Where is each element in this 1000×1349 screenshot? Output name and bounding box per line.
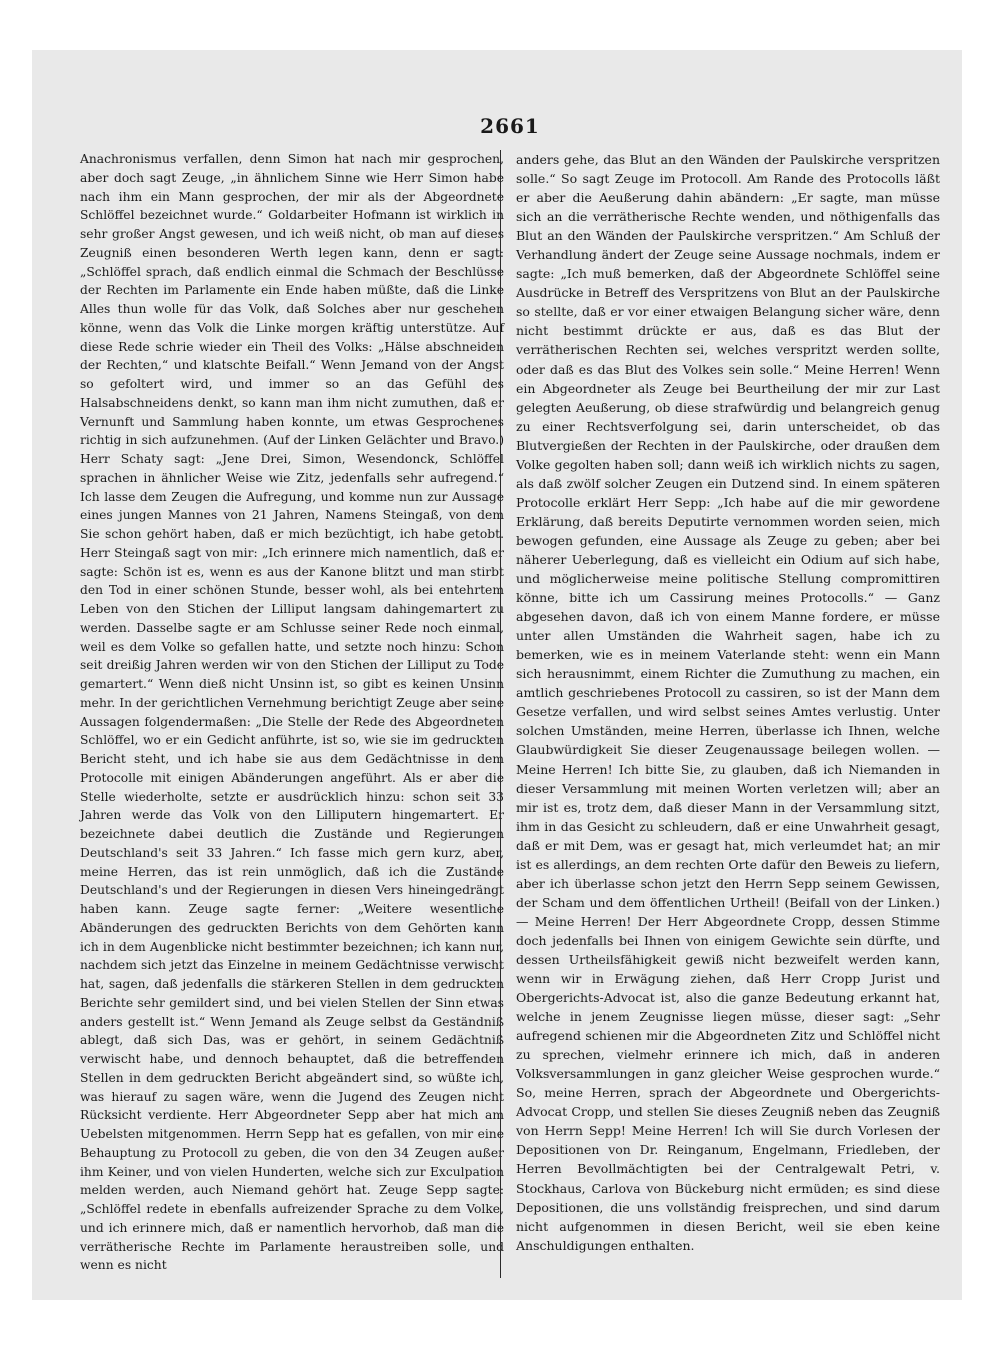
column-right-text: anders gehe, das Blut an den Wänden der Paulskirche verspritzen solle.“ So sagt Zeuge im Protocoll. Am Rande des Protocolls läßt er aber die Aeußerung dahin abändern: „Er sagte, man müsse sich an die verrätherische Rechte wenden, und nöthigenfalls das Blut an den Wänden der Paulskirche verspritzen.“ Am Schluß der Verhandlung ändert der Zeuge seine Aussage nochmals, indem er sagte: „Ich muß bemerken, daß der Abgeordnete Schlöffel seine Ausdrücke in Betreff des Verspritzens von Blut an der Paulskirche so stellte, daß er vor einer etwaigen Belangung sicher wäre, denn nicht bestimmt drückte er aus, daß es das Blut der verrätherischen Rechten sei, welches verspritzt werden sollte, oder daß es das Blut des Volkes sein solle.“ Meine Herren! Wenn ein Abgeordneter als Zeuge bei Beurtheilung der mir zur Last gelegten Aeußerung, ob diese strafwürdig und belangreich genug zu einer Rechtsverfolgung sei, darin unterscheidet, ob das Blutvergießen der Rechten in der Paulskirche, oder draußen dem Volke gegolten haben soll; dann weiß ich wirklich nichts zu sagen, als daß zwölf solcher Zeugen ein Dutzend sind. In einem späteren Protocolle erklärt Herr Sepp: „Ich habe auf die mir gewordene Erklärung, daß bereits Deputirte vernommen worden seien, mich bewogen gefunden, eine Aussage als Zeuge zu geben; aber bei näherer Ueberlegung, daß es vielleicht ein Odium auf sich habe, und möglicherweise meine politische Stellung compromittiren könne, bitte ich um Cassirung meines Protocolls.“ — Ganz abgesehen davon, daß ich von einem Manne fordere, er müsse unter allen Umständen die Wahrheit sagen, habe ich zu bemerken, wie es in meinem Vaterlande steht: wenn ein Mann sich herausnimmt, einem Richter die Zumuthung zu machen, ein amtlich geschriebenes Protocoll zu cassiren, so ist der Mann dem Gesetze verfallen, und wird selbst seines Amtes verlustig. Unter solchen Umständen, meine Herren, überlasse ich Ihnen, welche Glaubwürdigkeit Sie dieser Zeugenaussage beilegen wollen. — Meine Herren! Ich bitte Sie, zu glauben, daß ich Niemanden in dieser Versammlung mit meinen Worten verletzen will; aber an mir ist es, trotz dem, daß dieser Mann in der Versammlung sitzt, ihm in das Gesicht zu schleudern, daß er eine Unwahrheit gesagt, daß er mit Dem, was er gesagt hat, mich verleumdet hat; an mir ist es allerdings, an dem rechten Orte dafür den Beweis zu liefern, aber ich überlasse schon jetzt den Herrn Sepp seinem Gewissen, der Scham und dem öffentlichen Urtheil! (Beifall von der Linken.) — Meine Herren! Der Herr Abgeordnete Cropp, dessen Stimme doch jedenfalls bei Ihnen von einigem Gewichte sein dürfte, und dessen Urtheilsfähigkeit gewiß nicht bezweifelt werden kann, wenn wir in Erwägung ziehen, daß Herr Cropp Jurist und Obergerichts-Advocat ist, also die ganze Bedeutung erkannt hat, welche in jenem Zeugnisse liegen müsse, dieser sagt: „Sehr aufregend schienen mir die Abgeordneten Zitz und Schlöffel nicht zu sprechen, vielmehr erinnere ich mich, daß in anderen Volksversammlungen in ganz gleicher Weise gesprochen wurde.“ So, meine Herren, sprach der Abgeordnete und Obergerichts-Advocat Cropp, und stellen Sie dieses Zeugniß neben das Zeugniß von Herrn Sepp! Meine Herren! Ich will Sie durch Vorlesen der Depositionen von Dr. Reinganum, Engelmann, Friedleben, der Herren Bevollmächtigten bei der Centralgewalt Petri, v. Stockhaus, Carlova von Bückeburg nicht ermüden; es sind diese Depositionen, die uns vollständig freisprechen, und sind darum nicht aufgenommen in diesen Bericht, weil sie eben keine Anschuldigungen enthalten. [516, 152, 940, 1253]
page-number: 2661 [480, 114, 540, 138]
column-left-text: Anachronismus verfallen, denn Simon hat nach mir gesprochen, aber doch sagt Zeuge, „in ähnlichem Sinne wie Herr Simon habe nach ihm ein Mann gesprochen, der mir als der Abgeordnete Schlöffel bezeichnet wurde.“ Goldarbeiter Hofmann ist wirklich in sehr großer Angst gewesen, und ich weiß nicht, ob man auf dieses Zeugniß einen besonderen Werth legen kann, denn er sagt: „Schlöffel sprach, daß endlich einmal die Schmach der Beschlüsse der Rechten im Parlamente ein Ende haben müßte, daß die Linke Alles thun wolle für das Volk, daß Solches aber nur geschehen könne, wenn das Volk die Linke morgen kräftig unterstütze. Auf diese Rede schrie wieder ein Theil des Volks: „Hälse abschneiden der Rechten,“ und klatschte Beifall.“ Wenn Jemand von der Angst so gefoltert wird, und immer so an das Gefühl des Halsabschneidens denkt, so kann man ihm nicht zumuthen, daß er Vernunft und Sammlung haben konnte, um etwas Gesprochenes richtig in sich aufzunehmen. (Auf der Linken Gelächter und Bravo.) Herr Schaty sagt: „Jene Drei, Simon, Wesendonck, Schlöffel sprachen in ähnlicher Weise wie Zitz, jedenfalls sehr aufregend.“ Ich lasse dem Zeugen die Aufregung, und komme nun zur Aussage eines jungen Mannes von 21 Jahren, Namens Steingaß, von dem Sie schon gehört haben, daß er mich bezüchtigt, ich habe getobt. Herr Steingaß sagt von mir: „Ich erinnere mich namentlich, daß er sagte: Schön ist es, wenn es aus der Kanone blitzt und man stirbt den Tod in einer schönen Stunde, besser wohl, als bei entehrtem Leben von den Stichen der Lilliput langsam dahingemartert zu werden. Dasselbe sagte er am Schlusse seiner Rede noch einmal, weil es dem Volke so gefallen hatte, und setzte noch hinzu: Schon seit dreißig Jahren werden wir von den Stichen der Lilliput zu Tode gemartert.“ Wenn dieß nicht Unsinn ist, so gibt es keinen Unsinn mehr. In der gerichtlichen Vernehmung berichtigt Zeuge aber seine Aussagen folgendermaßen: „Die Stelle der Rede des Abgeordneten Schlöffel, wo er ein Gedicht anführte, ist so, wie sie im gedruckten Bericht steht, und ich habe sie aus dem Gedächtnisse in dem Protocolle mit einigen Abänderungen angeführt. Als er aber die Stelle wiederholte, setzte er ausdrücklich hinzu: schon seit 33 Jahren werde das Volk von den Lilliputern hingemartert. Er bezeichnete dabei deutlich die Zustände und Regierungen Deutschland's seit 33 Jahren.“ Ich fasse mich gern kurz, aber, meine Herren, das ist rein unmöglich, daß ich die Zustände Deutschland's und der Regierungen in diesen Vers hineingedrängt haben kann. Zeuge sagte ferner: „Weitere wesentliche Abänderungen des gedruckten Berichts von dem Gehörten kann ich in dem Augenblicke nicht bestimmter bezeichnen; ich kann nur, nachdem sich jetzt das Einzelne in meinem Gedächtnisse verwischt hat, sagen, daß jedenfalls die stärkeren Stellen in dem gedruckten Berichte sehr gemildert sind, und bei vielen Stellen der Sinn etwas anders gestellt ist.“ Wenn Jemand als Zeuge selbst da Geständniß ablegt, daß sich Das, was er gehört, in seinem Gedächtniß verwischt habe, und dennoch behauptet, daß die betreffenden Stellen in dem gedruckten Bericht abgeändert sind, so wüßte ich, was hierauf zu sagen wäre, wenn die Jugend des Zeugen nicht Rücksicht verdiente. Herr Abgeordneter Sepp aber hat mich am Uebelsten mitgenommen. Herrn Sepp hat es gefallen, von mir eine Behauptung zu Protocoll zu geben, die von den 34 Zeugen außer ihm Keiner, und von vielen Hunderten, welche sich zur Exculpation melden werden, auch Niemand gehört hat. Zeuge Sepp sagte: „Schlöffel redete in ebenfalls aufreizender Sprache zu dem Volke, und ich erinnere mich, daß er namentlich hervorhob, daß man die verrätherische Rechte im Parlamente heraustreiben solle, und wenn es nicht [80, 152, 504, 1273]
column-divider [500, 150, 501, 1278]
text-column-right [516, 150, 940, 1255]
text-column-left [80, 150, 504, 1275]
